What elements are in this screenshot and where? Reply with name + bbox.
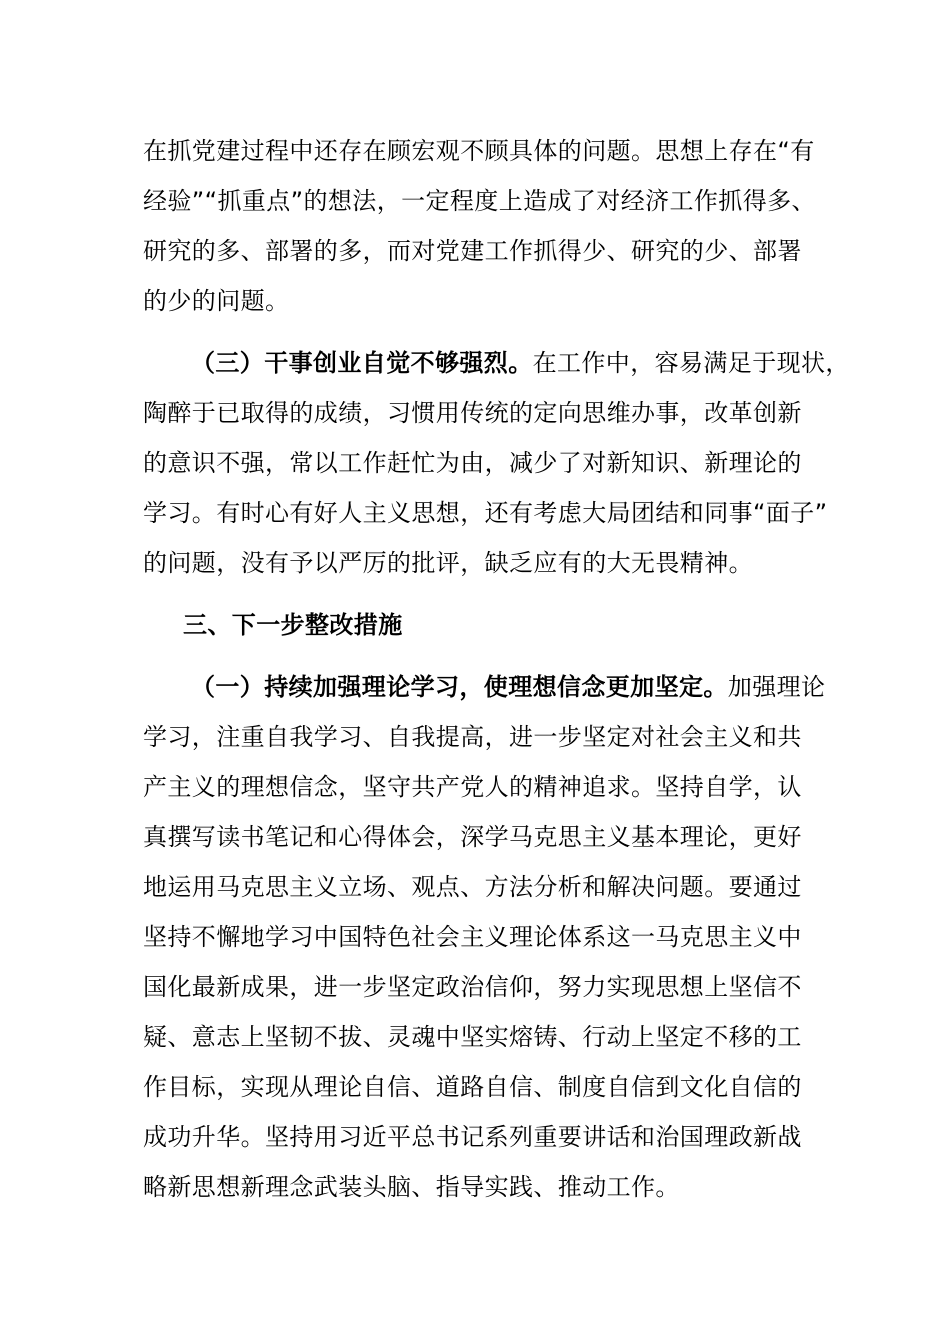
- text-line: 陶醉于已取得的成绩，习惯用传统的定向思维办事，改革创新: [143, 399, 802, 427]
- text-line: [143, 662, 833, 712]
- text-line: 学习。有时心有好人主义思想，还有考虑大局团结和同事“面子”: [143, 499, 828, 527]
- paragraph-heading: （一）持续加强理论学习，使理想信念更加坚定。: [191, 673, 728, 701]
- document-body: [143, 126, 850, 1212]
- text-line: 学习，注重自我学习、自我提高，进一步坚定对社会主义和共: [143, 723, 802, 751]
- text-line: 地运用马克思主义立场、观点、方法分析和解决问题。要通过: [143, 873, 802, 901]
- paragraph-text: 加强理论: [727, 673, 826, 701]
- text-line: 真撰写读书笔记和心得体会，深学马克思主义基本理论，更好: [143, 823, 802, 851]
- text-line: [143, 338, 850, 388]
- paragraph-gap: [143, 588, 833, 600]
- text-line: 坚持不懈地学习中国特色社会主义理论体系这一马克思主义中: [143, 923, 802, 951]
- text-line: 产主义的理想信念，坚守共产党人的精神追求。坚持自学，认: [143, 773, 802, 801]
- text-line: 略新思想新理念武装头脑、指导实践、推动工作。: [143, 1173, 680, 1201]
- text-line: 研究的多、部署的多，而对党建工作抓得少、研究的少、部署: [143, 237, 802, 265]
- text-line: 的少的问题。: [143, 287, 290, 315]
- text-line: 经验”“抓重点”的想法，一定程度上造成了对经济工作抓得多、: [143, 187, 816, 215]
- paragraph-party-building-issue: [143, 126, 833, 326]
- paragraph-text: 在工作中，容易满足于现状，: [532, 349, 850, 377]
- paragraph-entrepreneurship: [143, 338, 850, 588]
- text-line: 在抓党建过程中还存在顾宏观不顾具体的问题。思想上存在“有: [143, 137, 815, 165]
- paragraph-theory-study: [143, 662, 833, 1212]
- paragraph-heading: （三）干事创业自觉不够强烈。: [191, 349, 533, 377]
- section-title: 三、下一步整改措施: [183, 611, 403, 639]
- text-line: 的问题，没有予以严厉的批评，缺乏应有的大无畏精神。: [143, 549, 753, 577]
- text-line: 疑、意志上坚韧不拔、灵魂中坚实熔铸、行动上坚定不移的工: [143, 1023, 802, 1051]
- text-line: 的意识不强，常以工作赶忙为由，减少了对新知识、新理论的: [143, 449, 802, 477]
- paragraph-gap: [143, 650, 833, 662]
- text-line: 国化最新成果，进一步坚定政治信仰，努力实现思想上坚信不: [143, 973, 802, 1001]
- text-line: 作目标，实现从理论自信、道路自信、制度自信到文化自信的: [143, 1073, 802, 1101]
- text-line: 成功升华。坚持用习近平总书记系列重要讲话和治国理政新战: [143, 1123, 802, 1151]
- paragraph-gap: [143, 326, 833, 338]
